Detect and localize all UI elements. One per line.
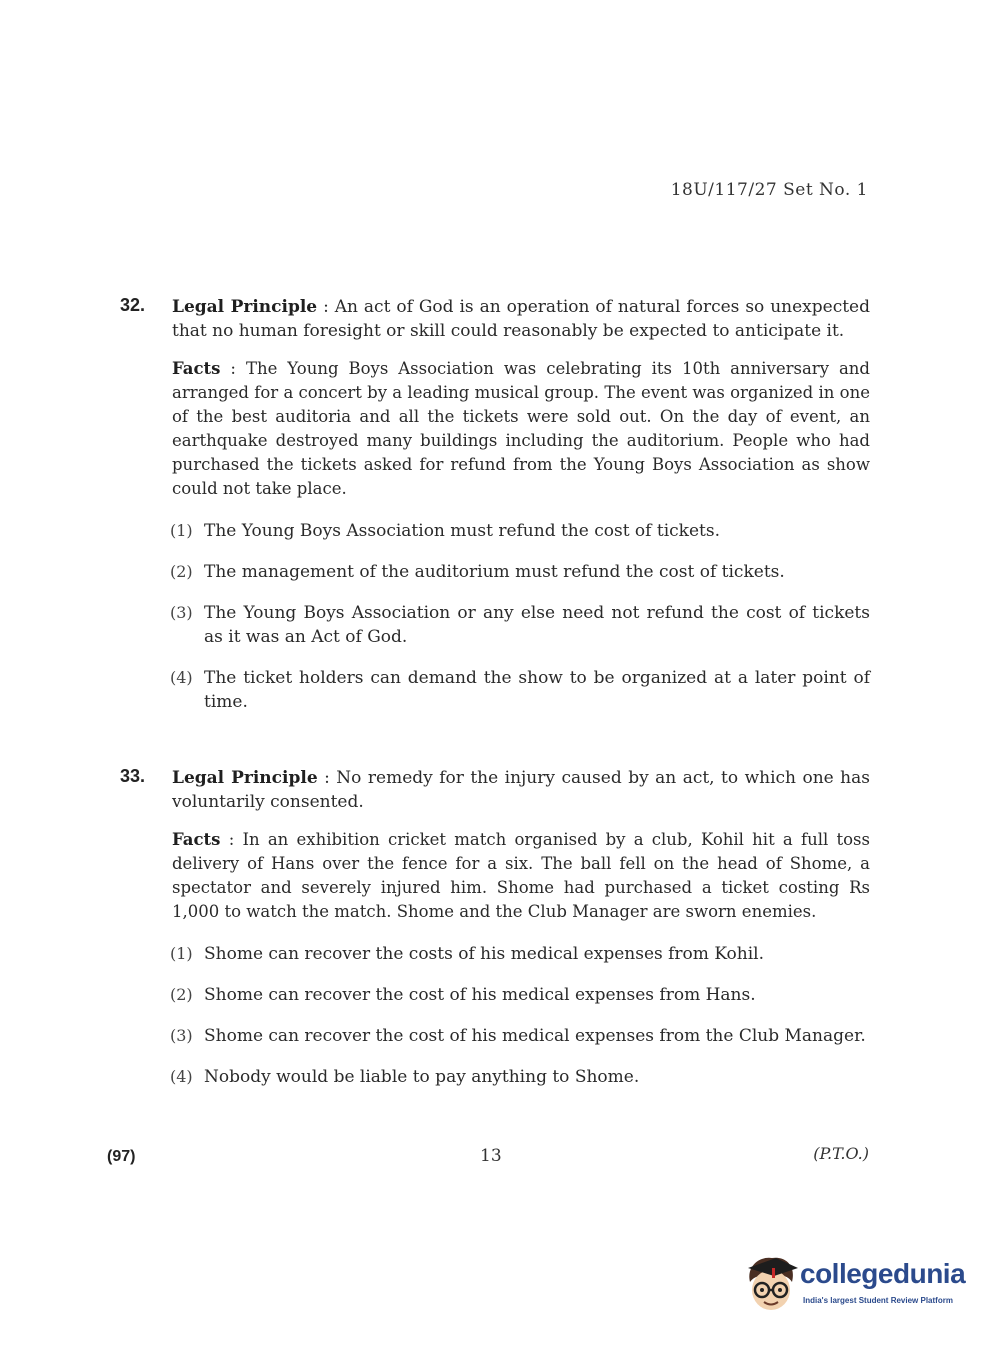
option-1 <box>170 519 870 543</box>
option-1 <box>170 942 870 966</box>
principle-label: Legal Principle <box>172 768 318 788</box>
option-2 <box>170 560 870 584</box>
option-number: (1) <box>170 521 193 540</box>
principle-text: : No remedy for the injury caused by an act, to which one has voluntarily consented. <box>172 768 870 812</box>
options-list <box>170 942 870 1089</box>
facts-label: Facts <box>172 830 221 849</box>
option-text: Shome can recover the costs of his medical expenses from Kohil. <box>204 944 765 964</box>
facts-text: : In an exhibition cricket match organised by a club, Kohil hit a full toss delivery of Hans over the fence for a six. The ball fell on the head of Shome, a spectator and severely injured him. Shome had purchased a ticket costing Rs 1,000 to watch the match. Shome and the Club Manager are sworn enemies. <box>172 830 870 921</box>
pto-note: (P.T.O.) <box>813 1144 869 1163</box>
collegedunia-logo[interactable] <box>742 1252 972 1322</box>
option-text: The management of the auditorium must refund the cost of tickets. <box>204 562 785 582</box>
option-4 <box>170 1065 870 1089</box>
question-32 <box>120 295 870 731</box>
option-2 <box>170 983 870 1007</box>
option-3 <box>170 1024 870 1048</box>
option-text: The Young Boys Association or any else need not refund the cost of tickets as it was an Act of God. <box>204 603 870 647</box>
option-text: Shome can recover the cost of his medical expenses from Hans. <box>204 985 756 1005</box>
facts <box>172 357 870 501</box>
option-number: (3) <box>170 1026 193 1045</box>
option-text: Shome can recover the cost of his medical expenses from the Club Manager. <box>204 1026 866 1046</box>
logo-wordmark: collegedunia <box>800 1258 966 1289</box>
option-text: The ticket holders can demand the show to be organized at a later point of time. <box>204 668 870 712</box>
option-3 <box>170 601 870 649</box>
page-number: 13 <box>480 1146 502 1166</box>
legal-principle <box>172 295 870 343</box>
facts-text: : The Young Boys Association was celebrating its 10th anniversary and arranged for a concert by a leading musical group. The event was organized in one of the best auditoria and all the tickets were sold out. On the day of event, an earthquake destroyed many buildings including the auditorium. People who had purchased the tickets asked for refund from the Young Boys Association as show could not take place. <box>172 359 870 498</box>
option-number: (4) <box>170 1067 193 1086</box>
mascot-icon <box>742 1252 800 1316</box>
option-number: (2) <box>170 562 193 581</box>
principle-label: Legal Principle <box>172 297 318 317</box>
paper-code: 18U/117/27 Set No. 1 <box>670 180 868 200</box>
option-number: (1) <box>170 944 193 963</box>
options-list <box>170 519 870 714</box>
option-number: (3) <box>170 603 193 622</box>
logo-tagline: India's largest Student Review Platform <box>803 1296 953 1305</box>
option-text: The Young Boys Association must refund the cost of tickets. <box>204 521 720 541</box>
question-33 <box>120 766 870 1106</box>
question-number: 33. <box>120 766 146 786</box>
principle-text: : An act of God is an operation of natural forces so unexpected that no human foresight or skill could reasonably be expected to anticipate it. <box>172 297 871 341</box>
option-number: (4) <box>170 668 193 687</box>
question-number: 32. <box>120 295 146 315</box>
facts <box>172 828 870 924</box>
option-4 <box>170 666 870 714</box>
footer-code: (97) <box>107 1148 136 1165</box>
option-number: (2) <box>170 985 193 1004</box>
legal-principle <box>172 766 870 814</box>
facts-label: Facts <box>172 359 221 378</box>
option-text: Nobody would be liable to pay anything to Shome. <box>204 1067 640 1087</box>
